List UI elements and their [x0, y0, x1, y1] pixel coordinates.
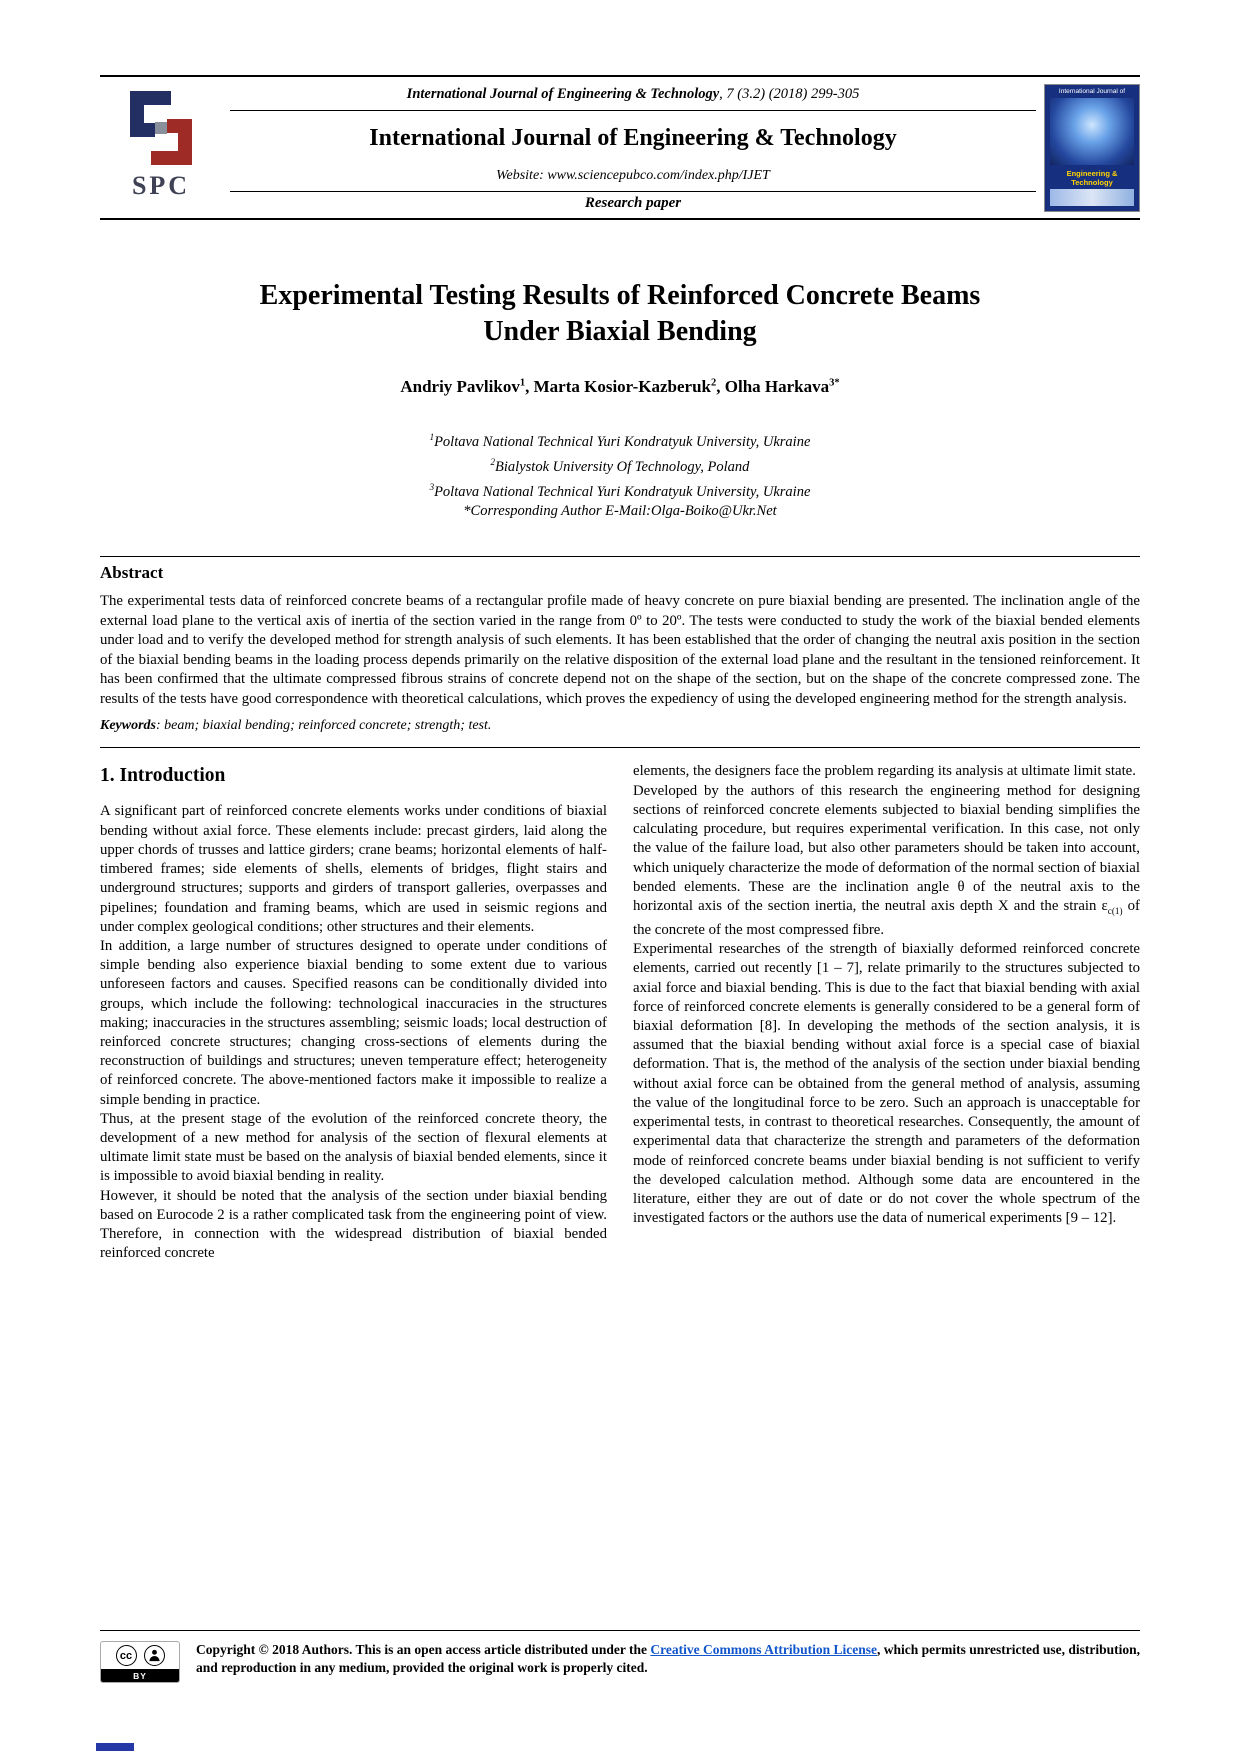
affiliation-text: Poltava National Technical Yuri Kondratyuk University, Ukraine — [434, 483, 811, 500]
affiliation-text: Bialystok University Of Technology, Poland — [495, 458, 750, 475]
corresponding-author-line — [100, 501, 1140, 521]
article-title — [100, 278, 1140, 350]
header-rule-under-citation — [230, 110, 1036, 111]
keywords-label: Keywords — [100, 718, 156, 734]
spc-logo-text: SPC — [131, 171, 191, 200]
abstract-text: The experimental tests data of reinforced concrete beams of a rectangular profile made of heavy concrete on pure biaxial bending are presented. The inclination angle of the external load plane to the vertical axis of inertia of the section varied in the range from 0º to 20º. The tests were conducted to study the work of the biaxial bended elements under load and to verify the developed method for strength analysis of such elements. It has been established that the order of changing the neutral axis position in the section of the biaxial bending beams in the loading process depends primarily on the relative disposition of the external load plane and the resultant in the tensioned reinforcement. It has been confirmed that the ultimate compressed fibrous strains of concrete depend not on the shape of the section, but on the shape of the concrete compressed zone. The results of the tests have good correspondence with theoretical calculations, which proves the expediency of using the developed engineering method for the strength analysis. — [100, 593, 1140, 707]
section-heading-introduction: 1. Introduction — [100, 765, 226, 787]
affiliation-line — [100, 427, 1140, 452]
journal-website — [230, 168, 1036, 184]
journal-header — [100, 75, 1140, 220]
copyright-pre: Copyright © 2018 Authors. This is an open access article distributed under the — [196, 1642, 651, 1657]
affiliations-block — [100, 427, 1140, 521]
authors-line — [100, 377, 1140, 397]
affiliation-line — [100, 477, 1140, 502]
copyright-text — [196, 1641, 1140, 1676]
spc-logo — [100, 84, 222, 201]
journal-citation — [230, 86, 1036, 103]
cc-icon — [116, 1645, 137, 1666]
intro-paragraph-7: Experimental researches of the strength of biaxially deformed reinforced concrete elements, carried out recently [1 – 7], relate primarily to the structures subjected to axial force and biaxial bending. This is due to the fact that biaxial bending with axial force of reinforced concrete elements is generally considered to be a general form of biaxial deformation [8]. In developing the methods of the section analysis, it is assumed that the biaxial bending without axial force is a special case of biaxial deformation. That is, the method of the analysis of the section under biaxial bending without axial force can be obtained from the general method of analysis, assuming the value of the longitudinal force to be zero. Such an approach is unacceptable for experimental tests, in contrast to theoretical researches. Consequently, the amount of experimental data that characterize the strength and parameters of the deformation mode of reinforced concrete beams under biaxial bending is not sufficient to verify the developed calculation method. Although some data are encountered in the literature, either they are out of date or do not cover the whole spectrum of the investigated factors or the authors use the data of numerical experiments [9 – 12]. — [633, 941, 1140, 1227]
footer — [100, 1630, 1140, 1683]
author-affil-ref: 3* — [829, 377, 840, 389]
journal-website-link[interactable]: www.sciencepubco.com/index.php/IJET — [547, 168, 770, 183]
affiliation-ref: 3 — [429, 481, 435, 492]
affiliation-line — [100, 452, 1140, 477]
right-column — [633, 762, 1140, 1263]
cc-by-badge[interactable] — [100, 1641, 180, 1683]
journal-cover-thumbnail — [1044, 84, 1140, 212]
paragraph-text: of the concrete of the most compressed fibre. — [633, 897, 1140, 939]
intro-paragraph-1: A significant part of reinforced concrete elements works under conditions of biaxial bending without axial force. These elements include: precast girders, laid along the upper chords of trusses and lattice girders; crane beams; horizontal elements of half-timbered frames; side elements of shells, elements of bridges, flight stairs and underground structures; supports and girders of transport galleries, overpasses and pipelines; foundation and framing beams, which are used in seismic regions and under complex geological conditions; other structures and their elements. — [100, 803, 607, 935]
intro-paragraph-6 — [633, 782, 1140, 941]
author-name: , Marta Kosior-Kazberuk — [525, 377, 711, 396]
journal-title: International Journal of Engineering & Technology — [369, 125, 897, 151]
citation-volume-pages: , 7 (3.2) (2018) 299-305 — [719, 86, 860, 102]
affiliation-text: Poltava National Technical Yuri Kondratyuk University, Ukraine — [434, 433, 811, 450]
paper-type-label: Research paper — [584, 195, 682, 211]
citation-journal-name: International Journal of Engineering & Technology — [406, 86, 720, 102]
affiliation-ref: 1 — [429, 432, 435, 442]
author-affil-ref: 2 — [710, 377, 717, 389]
spc-logo-icon — [117, 86, 205, 170]
page-bottom-mark — [96, 1743, 134, 1751]
article-title-line1: Experimental Testing Results of Reinforced Concrete Beams — [259, 280, 981, 311]
website-label: Website: — [496, 168, 544, 183]
header-rule-above-paper-type — [230, 191, 1036, 192]
intro-paragraph-4: However, it should be noted that the analysis of the section under biaxial bending based on Eurocode 2 is a rather complicated task from the engineering point of view. Therefore, in connection with the widespread distribution of biaxial bended reinforced concrete — [100, 1187, 607, 1262]
strain-subscript: c(1) — [1107, 905, 1123, 916]
author-affil-ref: 1 — [519, 377, 526, 389]
cover-art-image — [1050, 98, 1134, 165]
header-top-rule — [100, 75, 1140, 77]
article-title-line2: Under Biaxial Bending — [483, 316, 757, 347]
cover-journal-name: International Journal of — [1058, 88, 1126, 95]
cover-title-text: Engineering & Technology — [1066, 169, 1118, 187]
header-bottom-rule — [100, 218, 1140, 220]
footer-rule — [100, 1630, 1140, 1631]
intro-paragraph-3: Thus, at the present stage of the evolution of the reinforced concrete theory, the development of a new method for analysis of the section of flexural elements at ultimate limit state must be based on the analysis of biaxial bended elements, since it is impossible to avoid biaxial bending in reality. — [100, 1110, 607, 1185]
abstract-top-rule — [100, 556, 1140, 557]
body-columns — [100, 762, 1140, 1263]
paragraph-text: Developed by the authors of this research the engineering method for designing sections of reinforced concrete elements subjected to biaxial bending simplifies the calculating procedure, but requires experimental verification. In this case, not only the value of the failure load, but also other parameters should be taken into account, which uniquely characterize the mode of deformation of the normal section of biaxial bended elements. These are the inclination angle θ of the neutral axis to the horizontal axis of the section inertia, the neutral axis depth X and the strain ε — [633, 782, 1140, 914]
keywords-list: : beam; biaxial bending; reinforced concrete; strength; test. — [156, 718, 492, 734]
author-name: Andriy Pavlikov — [400, 377, 520, 396]
abstract-heading: Abstract — [100, 563, 164, 583]
cc-icon-label: cc — [119, 1649, 133, 1662]
keywords-bottom-rule — [100, 747, 1140, 748]
person-icon — [144, 1645, 165, 1666]
corresponding-label: *Corresponding Author E-Mail: — [463, 503, 651, 520]
author-name: , Olha Harkava — [716, 377, 830, 396]
intro-paragraph-2: In addition, a large number of structures designed to operate under conditions of simple bending also experience biaxial bending to some extent due to various unforeseen factors and causes. Specified reasons can be conditionally divided into groups, which include the following: technological inaccuracies in the structures making; inaccuracies in the structures assembling; seismic loads; local destruction of reinforced concrete structures; changing cross-sections of elements during the reconstruction of buildings and structures; uneven temperature effect; heterogeneity of reinforced concrete. The above-mentioned factors make it impossible to realize a simple bending in practice. — [100, 937, 607, 1108]
left-column — [100, 762, 607, 1263]
copyright-post: , which permits unrestricted use, distribution, and reproduction in any medium, provided the original work is properly cited. — [196, 1642, 1140, 1675]
corresponding-email-link[interactable]: Olga-Boiko@Ukr.Net — [651, 503, 777, 520]
affiliation-ref: 2 — [490, 456, 496, 467]
cover-footer-art — [1050, 189, 1134, 206]
intro-paragraph-5: elements, the designers face the problem regarding its analysis at ultimate limit state. — [633, 763, 1136, 780]
cc-license-link[interactable]: Creative Commons Attribution License — [650, 1642, 877, 1657]
cc-by-label: BY — [101, 1669, 179, 1682]
keywords-line — [100, 718, 1140, 734]
